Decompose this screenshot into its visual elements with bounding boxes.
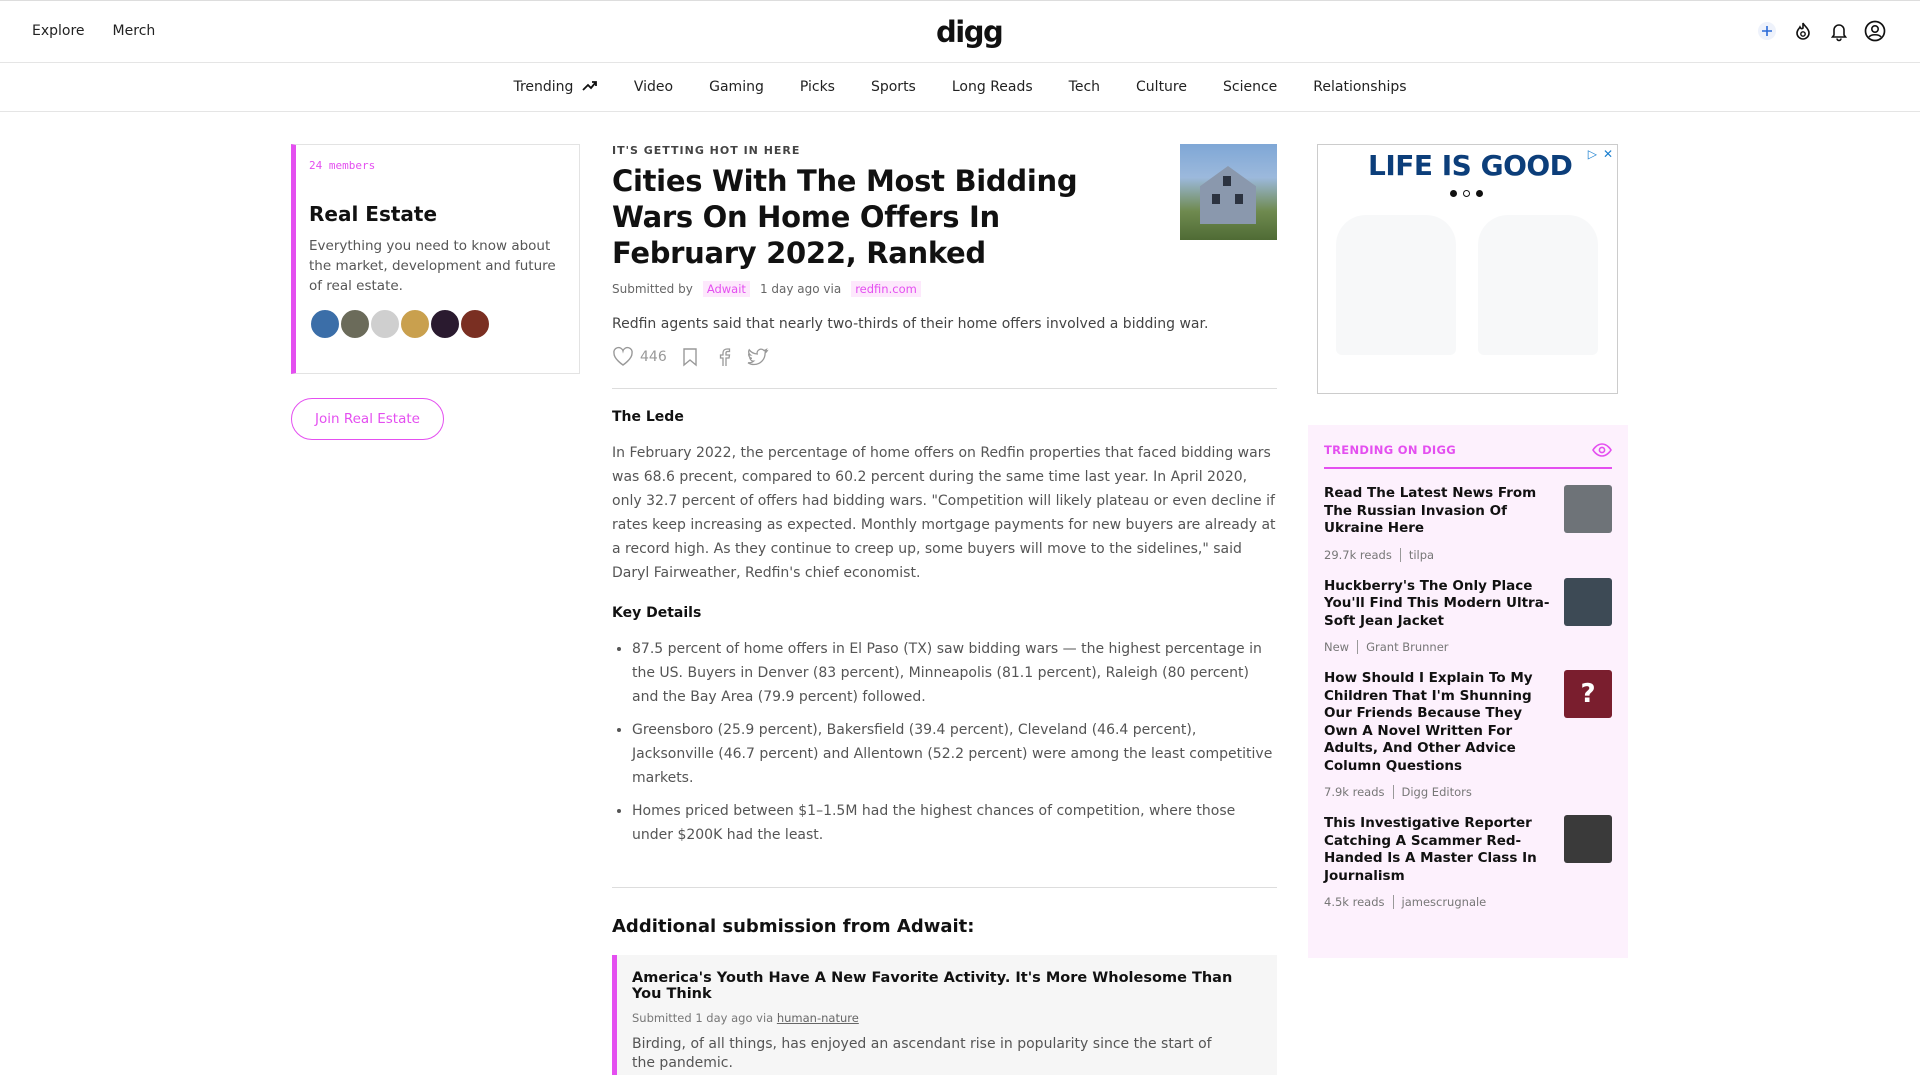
trending-meta bbox=[1324, 640, 1612, 654]
trending-panel bbox=[1308, 425, 1628, 958]
avatar[interactable] bbox=[429, 308, 461, 340]
carousel-dot[interactable] bbox=[1476, 190, 1483, 197]
trending-item[interactable] bbox=[1324, 578, 1612, 655]
carousel-dots bbox=[1450, 190, 1483, 197]
community-description: Everything you need to know about the market, development and future of real estate. bbox=[309, 238, 556, 294]
tab-tech[interactable]: Tech bbox=[1068, 79, 1101, 95]
facebook-icon[interactable] bbox=[713, 346, 735, 368]
join-community-button[interactable]: Join Real Estate bbox=[291, 398, 444, 440]
trending-meta bbox=[1324, 895, 1612, 909]
key-details-list bbox=[612, 637, 1277, 847]
category-nav bbox=[0, 63, 1920, 112]
tab-long-reads[interactable]: Long Reads bbox=[951, 79, 1033, 95]
source-link[interactable]: redfin.com bbox=[851, 281, 921, 297]
window-shape bbox=[1223, 176, 1231, 186]
trending-stat: New bbox=[1324, 640, 1350, 654]
member-avatars bbox=[309, 308, 566, 340]
article-actions bbox=[612, 346, 1277, 389]
community-card[interactable] bbox=[291, 144, 580, 374]
trending-title[interactable]: How Should I Explain To My Children That I'm Shunning Our Friends Because They Own A Novel Written For Adults, And Other Advice Column Questions bbox=[1324, 670, 1533, 774]
heart-icon bbox=[612, 347, 634, 367]
additional-meta bbox=[632, 1011, 1262, 1025]
divider bbox=[1393, 895, 1394, 909]
trending-item[interactable] bbox=[1324, 815, 1612, 909]
trending-meta bbox=[1324, 785, 1612, 799]
top-links bbox=[32, 23, 155, 39]
like-count: 446 bbox=[640, 349, 667, 365]
article bbox=[612, 144, 1277, 1075]
digg-logo[interactable]: digg bbox=[936, 15, 1003, 49]
eye-icon[interactable] bbox=[1592, 443, 1612, 457]
trending-header bbox=[1324, 443, 1612, 469]
bookmark-icon[interactable] bbox=[679, 346, 701, 368]
article-summary: Redfin agents said that nearly two-thirds of their home offers involved a bidding war. bbox=[612, 316, 1209, 332]
trending-arrow-icon bbox=[582, 80, 598, 92]
divider bbox=[1393, 785, 1394, 799]
submitted-by-label: Submitted by bbox=[612, 282, 693, 296]
tab-sports[interactable]: Sports bbox=[870, 79, 916, 95]
twitter-icon[interactable] bbox=[747, 346, 769, 368]
trending-title[interactable]: Read The Latest News From The Russian Invasion Of Ukraine Here bbox=[1324, 485, 1537, 536]
window-shape bbox=[1212, 194, 1220, 204]
additional-meta-prefix: Submitted 1 day ago via bbox=[632, 1011, 774, 1025]
like-button[interactable] bbox=[612, 347, 667, 367]
divider bbox=[1400, 548, 1401, 562]
trending-thumbnail[interactable]: ? bbox=[1564, 670, 1612, 718]
trending-heading: TRENDING ON DIGG bbox=[1324, 443, 1456, 457]
trending-thumbnail[interactable] bbox=[1564, 815, 1612, 863]
tab-trending-label: Trending bbox=[513, 79, 574, 95]
list-item: • Homes priced between $1–1.5M had the highest chances of competition, where those under $200K had the least. bbox=[632, 799, 1277, 847]
submitted-time: 1 day ago via bbox=[759, 282, 842, 296]
additional-title[interactable]: America's Youth Have A New Favorite Activity. It's More Wholesome Than You Think bbox=[632, 970, 1233, 1002]
divider bbox=[612, 887, 1277, 888]
tab-gaming[interactable]: Gaming bbox=[709, 79, 764, 95]
trending-thumbnail[interactable] bbox=[1564, 578, 1612, 626]
trending-meta bbox=[1324, 548, 1612, 562]
article-thumbnail[interactable] bbox=[1180, 144, 1277, 240]
trending-stat: 4.5k reads bbox=[1324, 895, 1385, 909]
article-meta bbox=[612, 281, 1277, 297]
house-image-shape bbox=[1200, 166, 1256, 224]
additional-submission-card[interactable] bbox=[612, 955, 1277, 1075]
trending-stat: 7.9k reads bbox=[1324, 785, 1385, 799]
user-icon[interactable] bbox=[1864, 20, 1886, 42]
member-count: 24 members bbox=[309, 159, 376, 172]
trending-source: Grant Brunner bbox=[1366, 640, 1449, 654]
avatar[interactable] bbox=[339, 308, 371, 340]
top-bar bbox=[0, 0, 1920, 63]
digg-flame-icon[interactable] bbox=[1792, 20, 1814, 42]
avatar[interactable] bbox=[309, 308, 341, 340]
avatar[interactable] bbox=[399, 308, 431, 340]
article-kicker: IT'S GETTING HOT IN HERE bbox=[612, 144, 801, 157]
ad-controls bbox=[1588, 147, 1613, 161]
lede-heading: The Lede bbox=[612, 409, 684, 425]
avatar[interactable] bbox=[459, 308, 491, 340]
adchoices-icon[interactable]: ▷ bbox=[1587, 147, 1597, 161]
community-title[interactable]: Real Estate bbox=[309, 202, 438, 226]
avatar[interactable] bbox=[369, 308, 401, 340]
plus-icon[interactable] bbox=[1756, 20, 1778, 42]
tab-trending[interactable] bbox=[513, 79, 597, 95]
tab-picks[interactable]: Picks bbox=[799, 79, 835, 95]
advertisement[interactable] bbox=[1317, 144, 1618, 394]
trending-source: Digg Editors bbox=[1401, 785, 1472, 799]
trending-stat: 29.7k reads bbox=[1324, 547, 1392, 562]
trending-source: jamescrugnale bbox=[1401, 895, 1487, 909]
lede-paragraph: In February 2022, the percentage of home offers on Redfin properties that faced bidding wars was 68.6 precent, compared to 60.2 percent during the same time last year. In April 2020, only 32.7 percent of offers had bidding wars. "Competition will likely plateau or even decline if rates keep increasing as expected. Monthly mortgage payments for new buyers are already at a record high. As they continue to creep up, some buyers will move to the sidelines," said Daryl Fairweather, Redfin's chief economist. bbox=[612, 445, 1276, 581]
list-item: • Greensboro (25.9 percent), Bakersfield (39.4 percent), Cleveland (46.4 percent), Jacksonville (46.7 percent) and Allentown (52.2 percent) were among the least competitive markets. bbox=[632, 718, 1277, 790]
window-shape bbox=[1235, 194, 1243, 204]
article-headline[interactable]: Cities With The Most Bidding Wars On Home Offers In February 2022, Ranked bbox=[612, 164, 1078, 270]
close-icon[interactable]: ✕ bbox=[1602, 147, 1613, 161]
tab-relationships[interactable]: Relationships bbox=[1313, 79, 1407, 95]
carousel-dot[interactable] bbox=[1450, 190, 1457, 197]
additional-heading: Additional submission from Adwait: bbox=[612, 916, 975, 937]
ad-brand: LIFE IS GOOD bbox=[1368, 149, 1573, 182]
product-image bbox=[1478, 215, 1598, 355]
tab-science[interactable]: Science bbox=[1223, 79, 1278, 95]
explore-link[interactable]: Explore bbox=[32, 23, 85, 39]
product-image bbox=[1336, 215, 1456, 355]
trending-source: tilpa bbox=[1408, 547, 1435, 562]
divider bbox=[1357, 640, 1358, 654]
author-link[interactable]: Adwait bbox=[703, 281, 750, 297]
trending-item[interactable] bbox=[1324, 485, 1612, 562]
trending-title[interactable]: This Investigative Reporter Catching A Scammer Red-Handed Is A Master Class In Journalism bbox=[1324, 815, 1537, 884]
bell-icon[interactable] bbox=[1828, 20, 1850, 42]
additional-description: Birding, of all things, has enjoyed an ascendant rise in popularity since the start of the pandemic. bbox=[632, 1036, 1212, 1071]
trending-title[interactable]: Huckberry's The Only Place You'll Find This Modern Ultra-Soft Jean Jacket bbox=[1324, 577, 1550, 629]
merch-link[interactable]: Merch bbox=[112, 23, 156, 39]
trending-thumbnail[interactable] bbox=[1564, 485, 1612, 533]
tab-culture[interactable]: Culture bbox=[1136, 79, 1187, 95]
tab-video[interactable]: Video bbox=[633, 79, 674, 95]
top-icons bbox=[1756, 20, 1886, 42]
trending-item[interactable] bbox=[1324, 670, 1612, 799]
additional-source-link[interactable]: human-nature bbox=[776, 1011, 859, 1025]
key-details-heading: Key Details bbox=[612, 605, 702, 621]
list-item: • 87.5 percent of home offers in El Paso (TX) saw bidding wars — the highest percentage in the US. Buyers in Denver (83 percent), Minneapolis (81.1 percent), Raleigh (80 percent) and the Bay Area (79.9 percent) followed. bbox=[632, 637, 1277, 709]
carousel-dot[interactable] bbox=[1463, 190, 1470, 197]
